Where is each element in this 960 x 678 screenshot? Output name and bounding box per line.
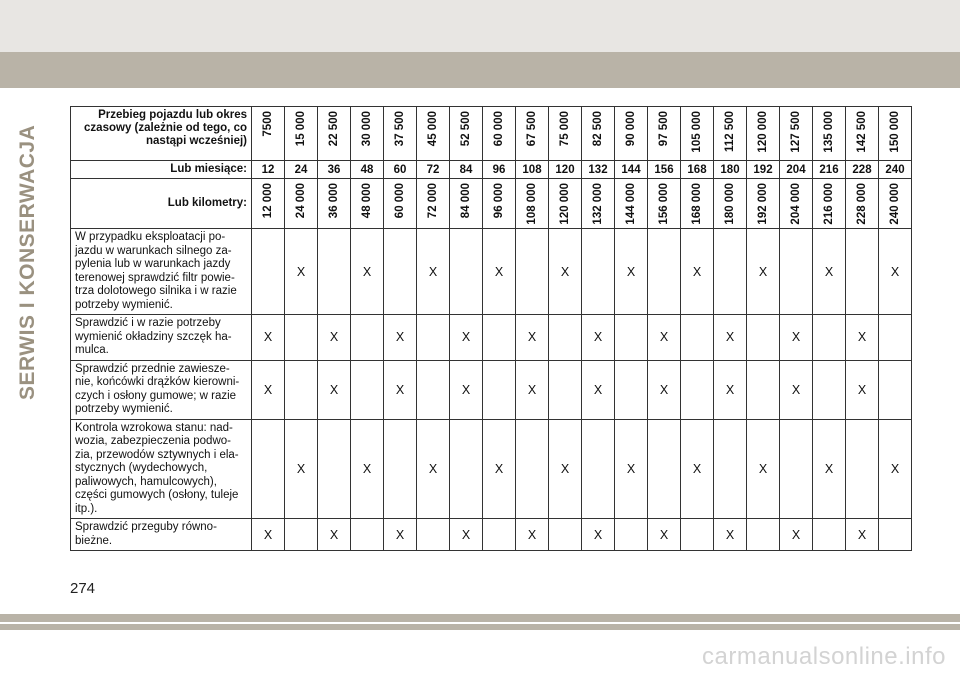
mileage-cell <box>648 107 681 161</box>
schedule-mark: X <box>285 229 318 315</box>
schedule-mark <box>252 229 285 315</box>
schedule-mark <box>351 360 384 419</box>
schedule-mark: X <box>549 229 582 315</box>
mileage-value: 127 500 <box>790 111 802 153</box>
km-cell <box>615 179 648 229</box>
schedule-mark <box>813 315 846 361</box>
km-value: 48 000 <box>361 183 373 219</box>
mileage-value: 82 500 <box>592 111 604 147</box>
task-description: Sprawdzić i w razie potrzeby wymienić okładziny szczęk ha- mulca. <box>71 315 252 361</box>
mileage-row <box>71 107 912 161</box>
mileage-cell <box>681 107 714 161</box>
km-value: 180 000 <box>724 183 736 225</box>
schedule-mark: X <box>780 360 813 419</box>
schedule-mark: X <box>681 229 714 315</box>
task-row <box>71 360 912 419</box>
schedule-mark: X <box>483 229 516 315</box>
mileage-cell <box>549 107 582 161</box>
schedule-mark <box>681 360 714 419</box>
schedule-mark <box>516 229 549 315</box>
mileage-value: 135 000 <box>823 111 835 153</box>
schedule-mark <box>747 360 780 419</box>
months-cell: 48 <box>351 161 384 179</box>
mileage-value: 67 500 <box>526 111 538 147</box>
schedule-mark <box>450 229 483 315</box>
km-cell <box>846 179 879 229</box>
maintenance-schedule-table <box>70 106 912 551</box>
task-row <box>71 419 912 519</box>
schedule-mark <box>549 519 582 551</box>
schedule-mark: X <box>615 229 648 315</box>
schedule-mark <box>681 519 714 551</box>
mileage-cell <box>483 107 516 161</box>
schedule-mark <box>516 419 549 519</box>
schedule-mark <box>615 519 648 551</box>
task-description: W przypadku eksploatacji po- jazdu w warunkach silnego za- pylenia lub w warunkach jazdy terenowej sprawdzić filtr powie- trza dolotowego silnika i w razie potrzeby wymienić. <box>71 229 252 315</box>
schedule-mark: X <box>351 419 384 519</box>
schedule-mark: X <box>714 519 747 551</box>
mileage-value: 15 000 <box>295 111 307 147</box>
km-cell <box>252 179 285 229</box>
schedule-mark: X <box>483 419 516 519</box>
km-cell <box>747 179 780 229</box>
task-row <box>71 519 912 551</box>
schedule-mark <box>285 360 318 419</box>
mileage-cell <box>417 107 450 161</box>
schedule-mark <box>846 229 879 315</box>
schedule-mark: X <box>252 360 285 419</box>
months-cell: 108 <box>516 161 549 179</box>
months-cell: 96 <box>483 161 516 179</box>
km-value: 24 000 <box>295 183 307 219</box>
task-description: Sprawdzić przednie zawiesze- nie, końcówki drążków kierowni- czych i osłony gumowe; w razie potrzeby wymienić. <box>71 360 252 419</box>
km-cell <box>549 179 582 229</box>
mileage-cell <box>813 107 846 161</box>
months-cell: 72 <box>417 161 450 179</box>
schedule-mark: X <box>582 360 615 419</box>
schedule-mark <box>747 519 780 551</box>
schedule-mark <box>846 419 879 519</box>
mileage-value: 30 000 <box>361 111 373 147</box>
schedule-mark: X <box>813 419 846 519</box>
top-header-bar <box>0 52 960 88</box>
schedule-mark: X <box>549 419 582 519</box>
mileage-value: 52 500 <box>460 111 472 147</box>
months-label: Lub miesiące: <box>71 161 252 179</box>
schedule-mark <box>714 229 747 315</box>
mileage-cell <box>285 107 318 161</box>
watermark: carmanualsonline.info <box>702 643 946 670</box>
months-cell: 36 <box>318 161 351 179</box>
schedule-mark <box>813 519 846 551</box>
mileage-value: 22 500 <box>328 111 340 147</box>
mileage-header-label: Przebieg pojazdu lub okres czasowy (zależnie od tego, co nastąpi wcześniej) <box>71 107 252 161</box>
mileage-cell <box>516 107 549 161</box>
months-cell: 240 <box>879 161 912 179</box>
mileage-cell <box>846 107 879 161</box>
km-value: 240 000 <box>889 183 901 225</box>
section-side-title: SERWIS I KONSERWACJA <box>16 124 39 400</box>
schedule-mark: X <box>516 315 549 361</box>
months-cell: 216 <box>813 161 846 179</box>
months-cell: 156 <box>648 161 681 179</box>
months-cell: 168 <box>681 161 714 179</box>
schedule-mark <box>714 419 747 519</box>
schedule-mark: X <box>846 519 879 551</box>
km-value: 132 000 <box>592 183 604 225</box>
schedule-mark: X <box>516 360 549 419</box>
schedule-mark <box>318 229 351 315</box>
schedule-mark <box>879 519 912 551</box>
schedule-mark <box>417 360 450 419</box>
mileage-value: 150 000 <box>889 111 901 153</box>
schedule-mark <box>483 360 516 419</box>
months-cell: 12 <box>252 161 285 179</box>
schedule-mark <box>648 419 681 519</box>
task-row <box>71 315 912 361</box>
km-cell <box>285 179 318 229</box>
schedule-mark: X <box>417 229 450 315</box>
schedule-mark: X <box>450 315 483 361</box>
schedule-mark <box>285 519 318 551</box>
schedule-mark: X <box>879 229 912 315</box>
schedule-mark <box>285 315 318 361</box>
km-value: 228 000 <box>856 183 868 225</box>
mileage-value: 142 500 <box>856 111 868 153</box>
page-number: 274 <box>70 580 96 597</box>
km-value: 168 000 <box>691 183 703 225</box>
schedule-mark <box>813 360 846 419</box>
schedule-mark <box>549 315 582 361</box>
schedule-mark: X <box>252 519 285 551</box>
schedule-mark: X <box>285 419 318 519</box>
schedule-mark <box>417 315 450 361</box>
km-cell <box>582 179 615 229</box>
km-value: 72 000 <box>427 183 439 219</box>
km-value: 96 000 <box>493 183 505 219</box>
schedule-mark <box>252 419 285 519</box>
schedule-mark <box>747 315 780 361</box>
schedule-mark: X <box>714 315 747 361</box>
top-band <box>0 0 960 52</box>
months-cell: 60 <box>384 161 417 179</box>
km-row <box>71 179 912 229</box>
schedule-mark: X <box>780 315 813 361</box>
schedule-mark <box>615 315 648 361</box>
km-cell <box>681 179 714 229</box>
mileage-cell <box>252 107 285 161</box>
km-cell <box>879 179 912 229</box>
task-description: Kontrola wzrokowa stanu: nad- wozia, zabezpieczenia podwo- zia, przewodów sztywnych i ela- stycznych (wydechowych, paliwowych, hamulcowych), części gumowych (osłony, tuleje itp.). <box>71 419 252 519</box>
schedule-mark: X <box>417 419 450 519</box>
schedule-mark <box>483 315 516 361</box>
km-cell <box>780 179 813 229</box>
schedule-mark: X <box>384 519 417 551</box>
mileage-value: 45 000 <box>427 111 439 147</box>
km-value: 156 000 <box>658 183 670 225</box>
schedule-mark: X <box>747 229 780 315</box>
mileage-cell <box>714 107 747 161</box>
schedule-mark: X <box>318 519 351 551</box>
km-value: 108 000 <box>526 183 538 225</box>
km-value: 60 000 <box>394 183 406 219</box>
months-cell: 132 <box>582 161 615 179</box>
schedule-mark: X <box>516 519 549 551</box>
bottom-bar-thin <box>0 624 960 630</box>
km-cell <box>813 179 846 229</box>
km-cell <box>483 179 516 229</box>
schedule-mark: X <box>450 519 483 551</box>
km-cell <box>648 179 681 229</box>
schedule-mark <box>582 229 615 315</box>
schedule-mark: X <box>747 419 780 519</box>
mileage-value: 112 500 <box>724 111 736 152</box>
schedule-mark <box>384 229 417 315</box>
bottom-bar <box>0 614 960 622</box>
schedule-mark: X <box>318 315 351 361</box>
mileage-cell <box>318 107 351 161</box>
schedule-mark <box>351 315 384 361</box>
km-cell <box>516 179 549 229</box>
km-cell <box>351 179 384 229</box>
schedule-mark: X <box>813 229 846 315</box>
schedule-mark: X <box>846 360 879 419</box>
mileage-value: 60 000 <box>493 111 505 147</box>
schedule-mark: X <box>582 519 615 551</box>
schedule-mark: X <box>846 315 879 361</box>
mileage-cell <box>384 107 417 161</box>
schedule-mark <box>450 419 483 519</box>
mileage-cell <box>582 107 615 161</box>
mileage-cell <box>747 107 780 161</box>
months-cell: 120 <box>549 161 582 179</box>
mileage-value: 120 000 <box>757 111 769 153</box>
schedule-mark <box>582 419 615 519</box>
km-value: 144 000 <box>625 183 637 225</box>
km-cell <box>714 179 747 229</box>
mileage-value: 90 000 <box>625 111 637 147</box>
months-cell: 192 <box>747 161 780 179</box>
mileage-cell <box>351 107 384 161</box>
km-cell <box>417 179 450 229</box>
schedule-mark: X <box>252 315 285 361</box>
mileage-cell <box>879 107 912 161</box>
km-label: Lub kilometry: <box>71 179 252 229</box>
mileage-value: 105 000 <box>691 111 703 153</box>
km-value: 120 000 <box>559 183 571 225</box>
km-value: 204 000 <box>790 183 802 225</box>
schedule-mark: X <box>780 519 813 551</box>
months-cell: 180 <box>714 161 747 179</box>
km-value: 36 000 <box>328 183 340 219</box>
schedule-mark: X <box>681 419 714 519</box>
schedule-mark: X <box>615 419 648 519</box>
schedule-mark: X <box>318 360 351 419</box>
task-description: Sprawdzić przeguby równo- bieżne. <box>71 519 252 551</box>
schedule-mark <box>417 519 450 551</box>
mileage-value: 7500 <box>262 111 274 137</box>
km-cell <box>318 179 351 229</box>
schedule-mark <box>615 360 648 419</box>
months-cell: 144 <box>615 161 648 179</box>
task-row <box>71 229 912 315</box>
km-value: 84 000 <box>460 183 472 219</box>
schedule-mark <box>483 519 516 551</box>
schedule-mark: X <box>384 315 417 361</box>
schedule-mark: X <box>582 315 615 361</box>
schedule-mark <box>549 360 582 419</box>
months-cell: 204 <box>780 161 813 179</box>
schedule-mark <box>879 315 912 361</box>
km-cell <box>450 179 483 229</box>
schedule-mark <box>681 315 714 361</box>
schedule-mark <box>384 419 417 519</box>
mileage-cell <box>450 107 483 161</box>
months-cell: 24 <box>285 161 318 179</box>
schedule-mark: X <box>714 360 747 419</box>
km-value: 12 000 <box>262 183 274 219</box>
months-cell: 228 <box>846 161 879 179</box>
schedule-mark: X <box>648 360 681 419</box>
schedule-mark <box>648 229 681 315</box>
mileage-value: 37 500 <box>394 111 406 147</box>
months-cell: 84 <box>450 161 483 179</box>
mileage-cell <box>615 107 648 161</box>
schedule-mark: X <box>351 229 384 315</box>
mileage-value: 75 000 <box>559 111 571 147</box>
km-value: 192 000 <box>757 183 769 225</box>
schedule-mark <box>351 519 384 551</box>
km-value: 216 000 <box>823 183 835 225</box>
schedule-mark <box>879 360 912 419</box>
schedule-mark: X <box>384 360 417 419</box>
schedule-mark: X <box>450 360 483 419</box>
schedule-mark: X <box>648 315 681 361</box>
months-row <box>71 161 912 179</box>
schedule-mark: X <box>879 419 912 519</box>
schedule-mark <box>318 419 351 519</box>
mileage-value: 97 500 <box>658 111 670 147</box>
km-cell <box>384 179 417 229</box>
mileage-cell <box>780 107 813 161</box>
schedule-mark: X <box>648 519 681 551</box>
schedule-mark <box>780 229 813 315</box>
schedule-mark <box>780 419 813 519</box>
